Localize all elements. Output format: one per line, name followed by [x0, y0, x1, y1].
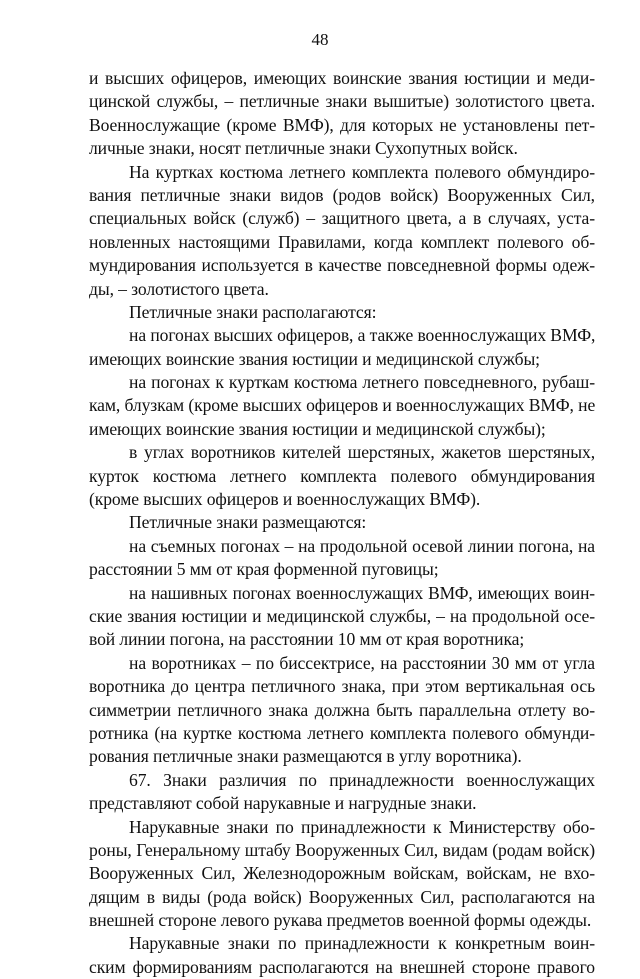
text-line: роны, Генеральному штабу Вооруженных Сил, видам (родам войск)	[89, 839, 595, 860]
text-line: цинской службы, – петличные знаки вышитые) золотистого цвета.	[89, 91, 595, 112]
text-line: на съемных погонах – на продольной осевой линии погона, на	[129, 535, 595, 556]
text-line: симметрии петличного знака должна быть параллельна отлету во-	[89, 699, 595, 720]
text-line: расстоянии 5 мм от края форменной пуговицы;	[89, 559, 439, 580]
text-line: вания петличные знаки видов (родов войск) Вооруженных Сил,	[89, 184, 595, 205]
text-line: Петличные знаки размещаются:	[129, 512, 367, 533]
text-line: Петличные знаки располагаются:	[129, 301, 377, 322]
text-line: внешней стороне левого рукава предметов военной формы одежды.	[89, 910, 592, 931]
text-line: Нарукавные знаки по принадлежности к конкретным воин-	[129, 933, 595, 954]
text-line: представляют собой нарукавные и нагрудные знаки.	[89, 793, 477, 814]
text-line: имеющих воинские звания юстиции и медицинской службы;	[89, 348, 540, 369]
text-line: в углах воротников кителей шерстяных, жакетов шерстяных,	[129, 442, 595, 463]
text-line: мундирования используется в качестве повседневной формы одеж-	[89, 255, 595, 276]
document-body	[89, 67, 595, 979]
text-line: вой линии погона, на расстоянии 10 мм от края воротника;	[89, 629, 525, 650]
text-line: Военнослужащие (кроме ВМФ), для которых не установлены пет-	[89, 114, 595, 135]
text-line: ским формированиям располагаются на внешней стороне правого	[89, 956, 595, 977]
text-line: личные знаки, носят петличные знаки Сухопутных войск.	[89, 138, 518, 159]
text-line: ские звания юстиции и медицинской службы, – на продольной осе-	[89, 605, 595, 626]
text-line: ротника (на куртке костюма летнего комплекта полевого обмунди-	[89, 722, 595, 743]
text-line: имеющих воинские звания юстиции и медицинской службы);	[89, 418, 546, 439]
text-line: дящим в виды (рода войск) Вооруженных Сил, располагаются на	[89, 886, 595, 907]
text-line: 67. Знаки различия по принадлежности военнослужащих	[129, 769, 595, 790]
text-line: специальных войск (служб) – защитного цвета, а в случаях, уста-	[89, 208, 595, 229]
text-line: кам, блузкам (кроме высших офицеров и военнослужащих ВМФ, не	[89, 395, 596, 416]
page-number: 48	[311, 30, 329, 49]
text-line: ды, – золотистого цвета.	[89, 278, 269, 299]
text-line: и высших офицеров, имеющих воинские звания юстиции и меди-	[89, 68, 595, 88]
text-line: воротника до центра петличного знака, при этом вертикальная ось	[89, 676, 595, 697]
text-line: рования петличные знаки размещаются в углу воротника).	[89, 746, 522, 767]
text-line: на погонах высших офицеров, а также военнослужащих ВМФ,	[129, 325, 596, 346]
text-line: на погонах к курткам костюма летнего повседневного, рубаш-	[129, 372, 595, 393]
text-line: Нарукавные знаки по принадлежности к Министерству обо-	[129, 816, 595, 837]
text-line: на воротниках – по биссектрисе, на расстоянии 30 мм от угла	[129, 652, 595, 673]
text-line: на нашивных погонах военнослужащих ВМФ, имеющих воин-	[129, 582, 595, 603]
text-line: (кроме высших офицеров и военнослужащих ВМФ).	[89, 489, 481, 510]
text-line: новленных настоящими Правилами, когда комплект полевого об-	[89, 231, 595, 252]
text-line: На куртках костюма летнего комплекта полевого обмундиро-	[129, 161, 595, 182]
text-line: Вооруженных Сил, Железнодорожным войскам, войскам, не вхо-	[89, 863, 595, 884]
text-line: курток костюма летнего комплекта полевого обмундирования	[89, 465, 595, 486]
